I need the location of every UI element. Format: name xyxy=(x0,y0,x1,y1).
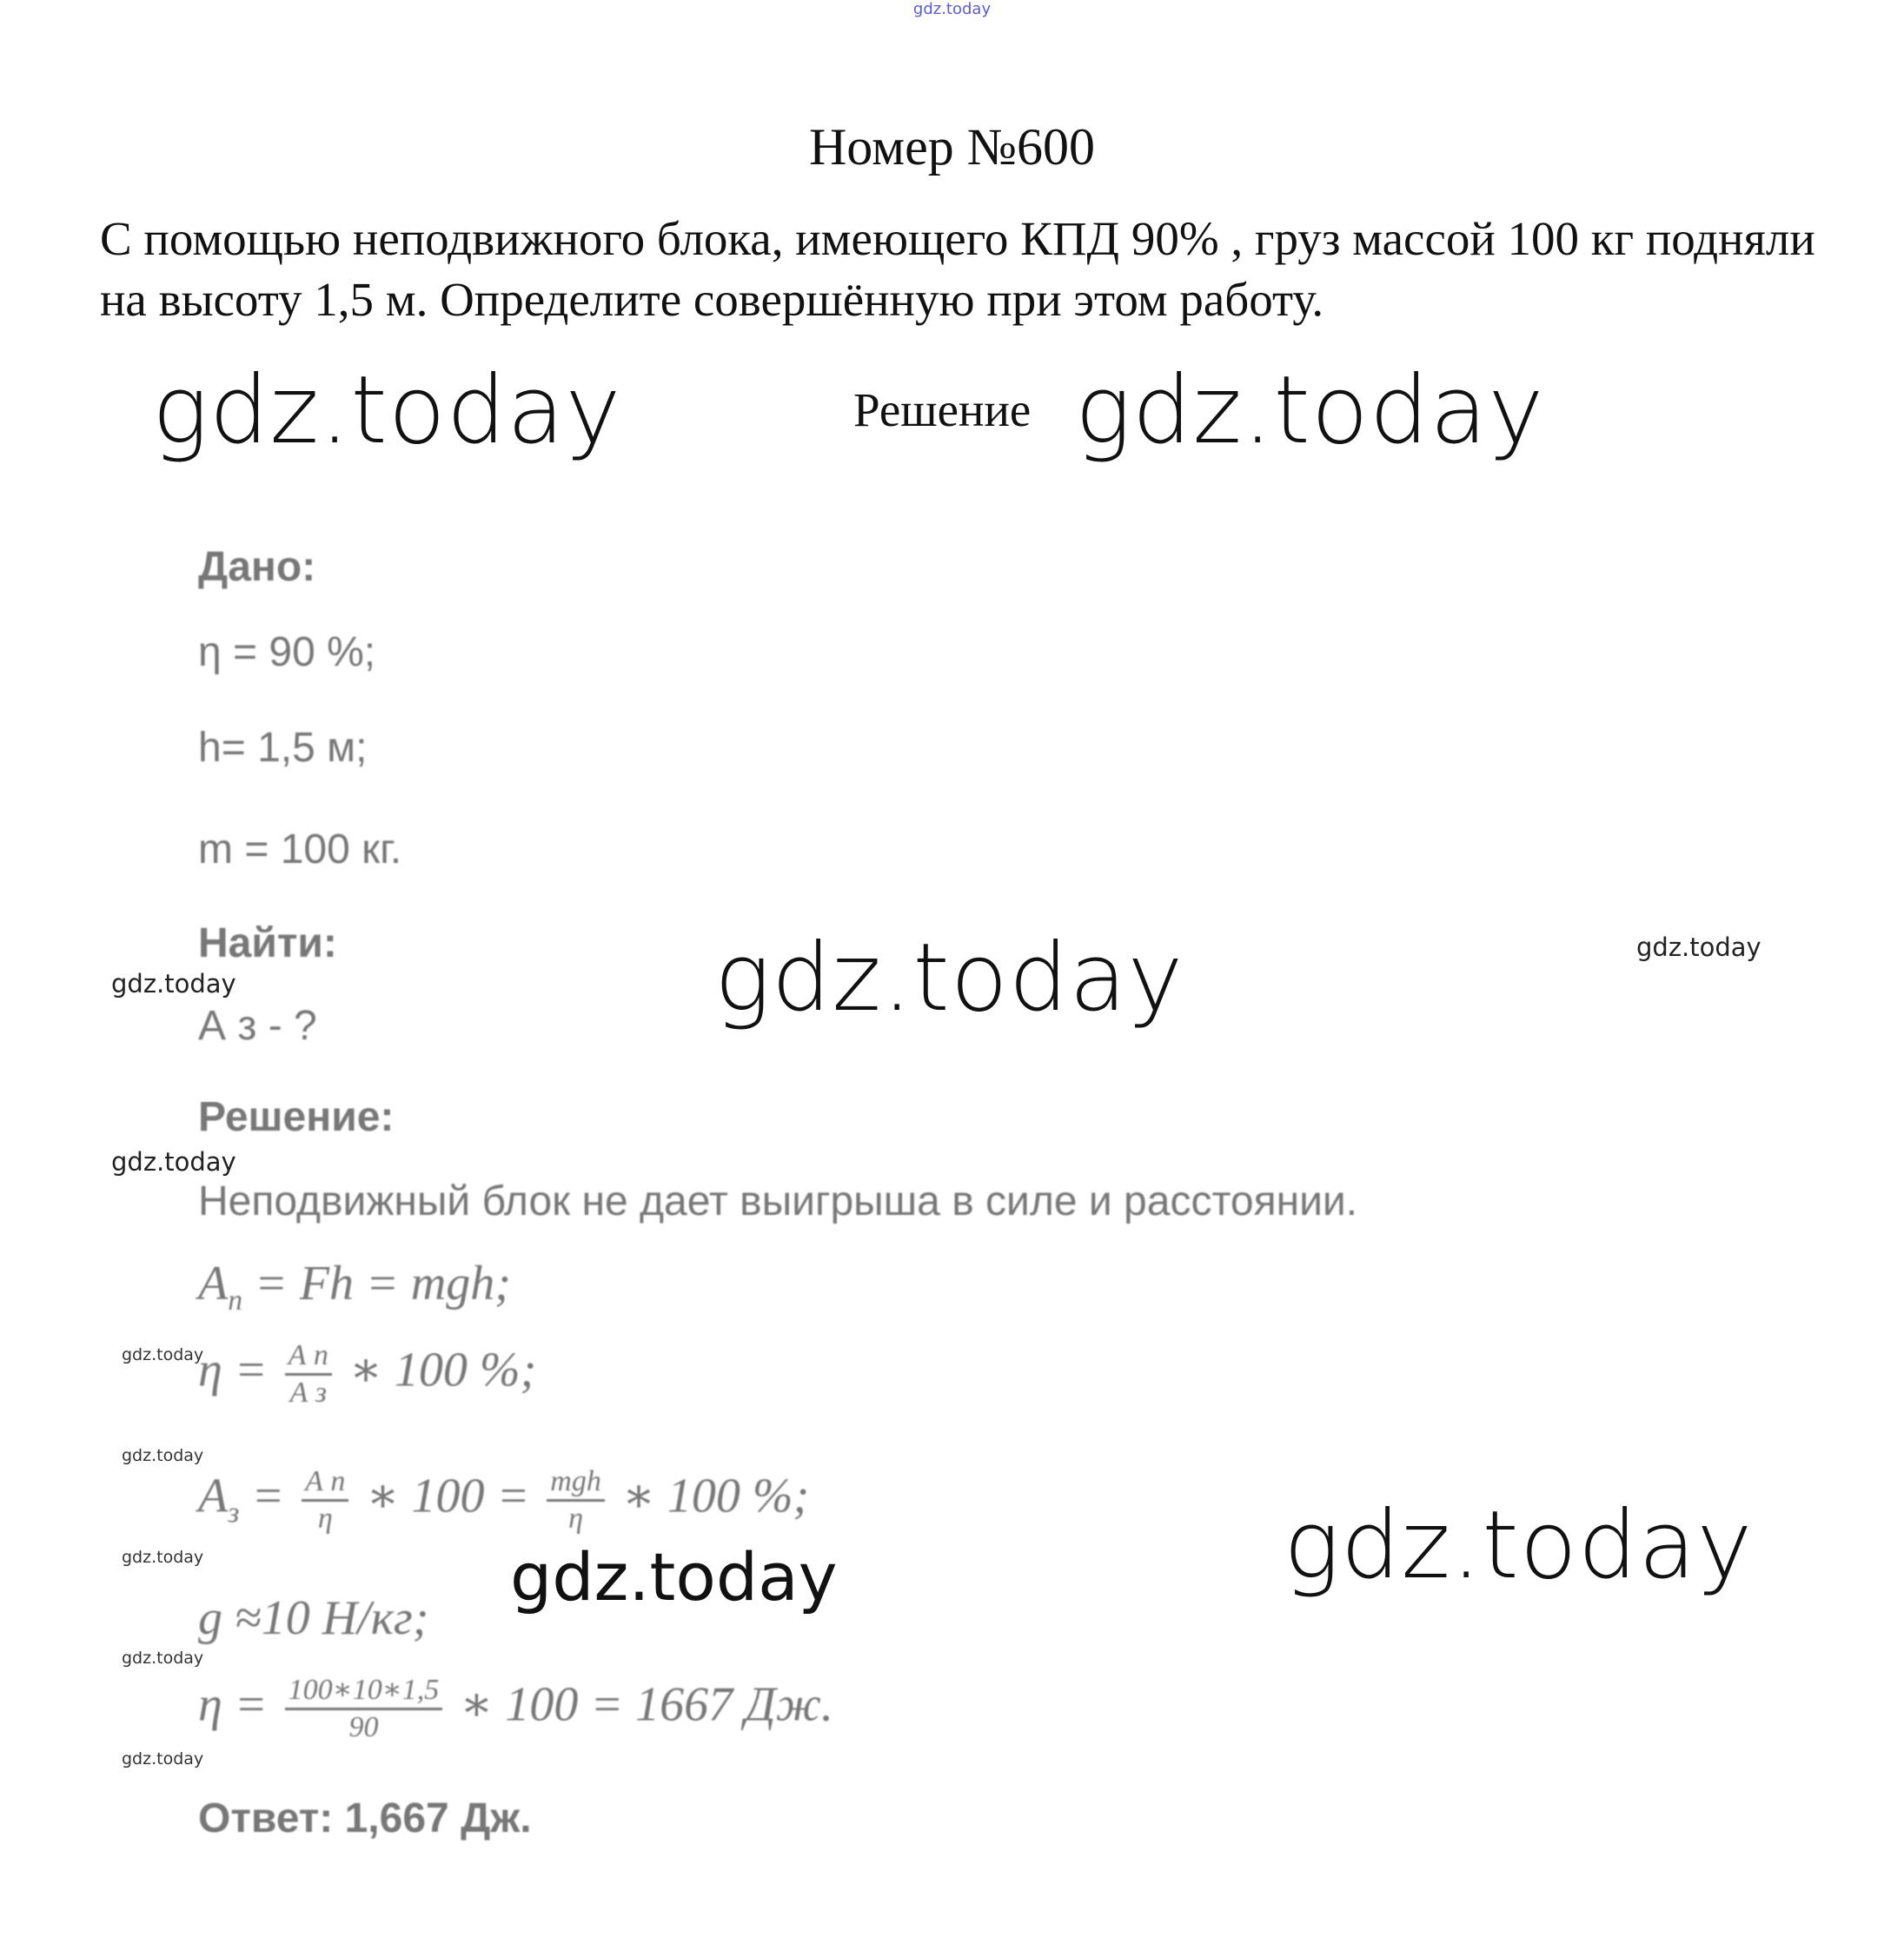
formula-rhs: ∗ 100 %; xyxy=(621,1469,810,1523)
watermark-large: gdz.today xyxy=(1075,356,1545,465)
watermark-large: gdz.today xyxy=(152,356,622,465)
formula-mid: ∗ 100 = xyxy=(366,1469,530,1523)
solution-label: Решение: xyxy=(198,1094,395,1140)
watermark-tiny: gdz.today xyxy=(122,1345,204,1364)
solution-statement: Неподвижный блок не дает выигрыша в силе и расстоянии. xyxy=(198,1178,1358,1224)
fraction-numerator: mgh xyxy=(547,1464,605,1502)
formula-lhs-sub: з xyxy=(228,1496,240,1530)
formula-lhs: А xyxy=(198,1257,229,1311)
given-item: m = 100 кг. xyxy=(198,826,402,873)
formula-rhs: ∗ 100 = 1667 Дж. xyxy=(460,1677,833,1732)
fraction-numerator: А п xyxy=(302,1464,348,1502)
fraction xyxy=(302,1464,348,1536)
formula-result xyxy=(198,1673,833,1745)
page-title: Номер №600 xyxy=(808,118,1096,176)
fraction-denominator: А з xyxy=(289,1377,327,1409)
given-item: η = 90 %; xyxy=(198,629,376,675)
top-watermark: gdz.today xyxy=(912,0,992,18)
formula-efficiency xyxy=(198,1338,536,1410)
formula-rhs: = Fh = mgh; xyxy=(242,1257,511,1311)
watermark-large: gdz.today xyxy=(714,924,1184,1032)
find-label: Найти: xyxy=(198,920,337,966)
solution-heading: Решение xyxy=(853,383,1032,436)
watermark-tiny: gdz.today xyxy=(122,1649,204,1668)
formula-useful-work xyxy=(198,1256,511,1317)
fraction-numerator: А п xyxy=(285,1338,332,1376)
watermark-tiny: gdz.today xyxy=(122,1548,204,1567)
formula-lhs: А xyxy=(198,1469,229,1523)
formula-rhs: ∗ 100 %; xyxy=(348,1343,537,1397)
answer: Ответ: 1,667 Дж. xyxy=(198,1795,532,1842)
formula-lhs: η = xyxy=(198,1343,268,1397)
watermark-small: gdz.today xyxy=(111,969,236,999)
watermark-large: gdz.today xyxy=(1284,1491,1754,1600)
fraction xyxy=(285,1673,443,1745)
find-item: А з - ? xyxy=(198,1003,317,1049)
formula-total-work xyxy=(198,1464,809,1536)
formula-eq: = xyxy=(251,1469,285,1523)
watermark-tiny: gdz.today xyxy=(122,1749,204,1769)
given-label: Дано: xyxy=(198,544,316,590)
gravity-constant: g ≈10 Н/кг; xyxy=(198,1591,429,1645)
fraction-denominator: η xyxy=(568,1503,583,1535)
watermark-tiny: gdz.today xyxy=(122,1446,204,1465)
fraction xyxy=(285,1338,332,1410)
fraction xyxy=(547,1464,605,1536)
fraction-numerator: 100∗10∗1,5 xyxy=(285,1673,443,1710)
formula-lhs: η = xyxy=(198,1677,268,1732)
formula-lhs-sub: п xyxy=(228,1284,243,1317)
problem-text: С помощью неподвижного блока, имеющего КПД 90% , груз массой 100 кг подняли на высоту 1,5 м. Определите совершённую при этом работу. xyxy=(100,212,1815,326)
fraction-denominator: η xyxy=(317,1503,333,1535)
watermark-medium: gdz.today xyxy=(510,1538,838,1616)
given-item: h= 1,5 м; xyxy=(198,725,368,771)
fraction-denominator: 90 xyxy=(348,1711,379,1743)
watermark-small: gdz.today xyxy=(1636,932,1761,962)
watermark-small: gdz.today xyxy=(111,1147,236,1177)
